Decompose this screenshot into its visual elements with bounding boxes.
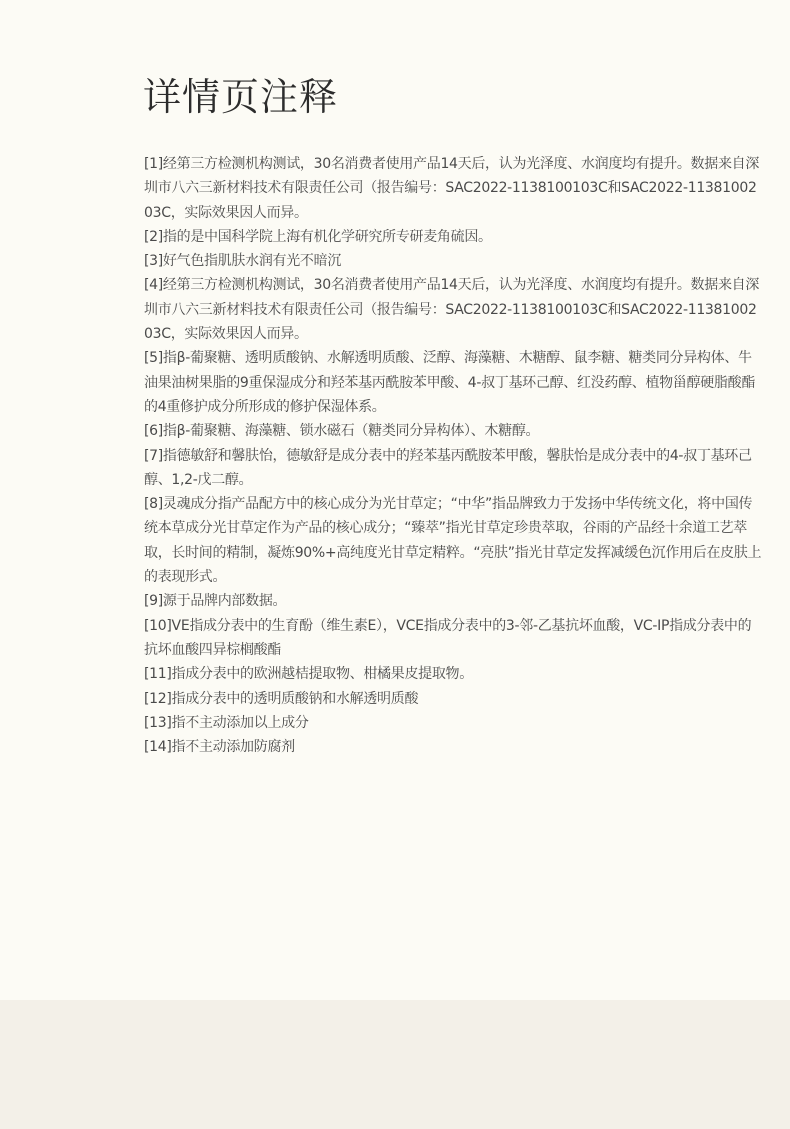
note-7: [7]指德敏舒和馨肤怡，德敏舒是成分表中的羟苯基丙酰胺苯甲酸，馨肤怡是成分表中的4-叔丁基环己醇、1,2-戊二醇。 [144, 447, 752, 488]
notes-list [144, 152, 764, 759]
footer-band [0, 1000, 790, 1129]
note-10: [10]VE指成分表中的生育酚（维生素E），VCE指成分表中的3-邻-乙基抗坏血酸，VC-IP指成分表中的抗坏血酸四异棕榈酸酯 [144, 617, 752, 658]
note-11: [11]指成分表中的欧洲越桔提取物、柑橘果皮提取物。 [144, 666, 473, 683]
note-1: [1]经第三方检测机构测试，30名消费者使用产品14天后，认为光泽度、水润度均有提升。数据来自深圳市八六三新材料技术有限责任公司（报告编号：SAC2022-1138100103C和SAC2022-1138100203C，实际效果因人而异。 [144, 156, 760, 221]
note-3: [3]好气色指肌肤水润有光不暗沉 [144, 253, 342, 270]
note-6: [6]指β-葡聚糖、海藻糖、锁水磁石（糖类同分异构体）、木糖醇。 [144, 423, 540, 440]
note-14: [14]指不主动添加防腐剂 [144, 739, 295, 756]
note-8: [8]灵魂成分指产品配方中的核心成分为光甘草定；“中华”指品牌致力于发扬中华传统文化，将中国传统本草成分光甘草定作为产品的核心成分；“臻萃”指光甘草定珍贵萃取，谷雨的产品经十余道工艺萃取，长时间的精制，凝炼90%+高纯度光甘草定精粹。“亮肤”指光甘草定发挥减缓色沉作用后在皮肤上的表现形式。 [144, 496, 762, 586]
note-5: [5]指β-葡聚糖、透明质酸钠、水解透明质酸、泛醇、海藻糖、木糖醇、鼠李糖、糖类同分异构体、牛油果油树果脂的9重保湿成分和羟苯基丙酰胺苯甲酸、4-叔丁基环己醇、红没药醇、植物甾醇硬脂酸酯的4重修护成分所形成的修护保湿体系。 [144, 350, 756, 415]
note-4: [4]经第三方检测机构测试，30名消费者使用产品14天后，认为光泽度、水润度均有提升。数据来自深圳市八六三新材料技术有限责任公司（报告编号：SAC2022-1138100103C和SAC2022-1138100203C，实际效果因人而异。 [144, 277, 760, 343]
note-13: [13]指不主动添加以上成分 [144, 714, 309, 731]
page-title: 详情页注释 [143, 75, 339, 119]
note-12: [12]指成分表中的透明质酸钠和水解透明质酸 [144, 690, 419, 707]
note-2: [2]指的是中国科学院上海有机化学研究所专研麦角硫因。 [144, 228, 492, 245]
note-9: [9]源于品牌内部数据。 [144, 593, 287, 610]
